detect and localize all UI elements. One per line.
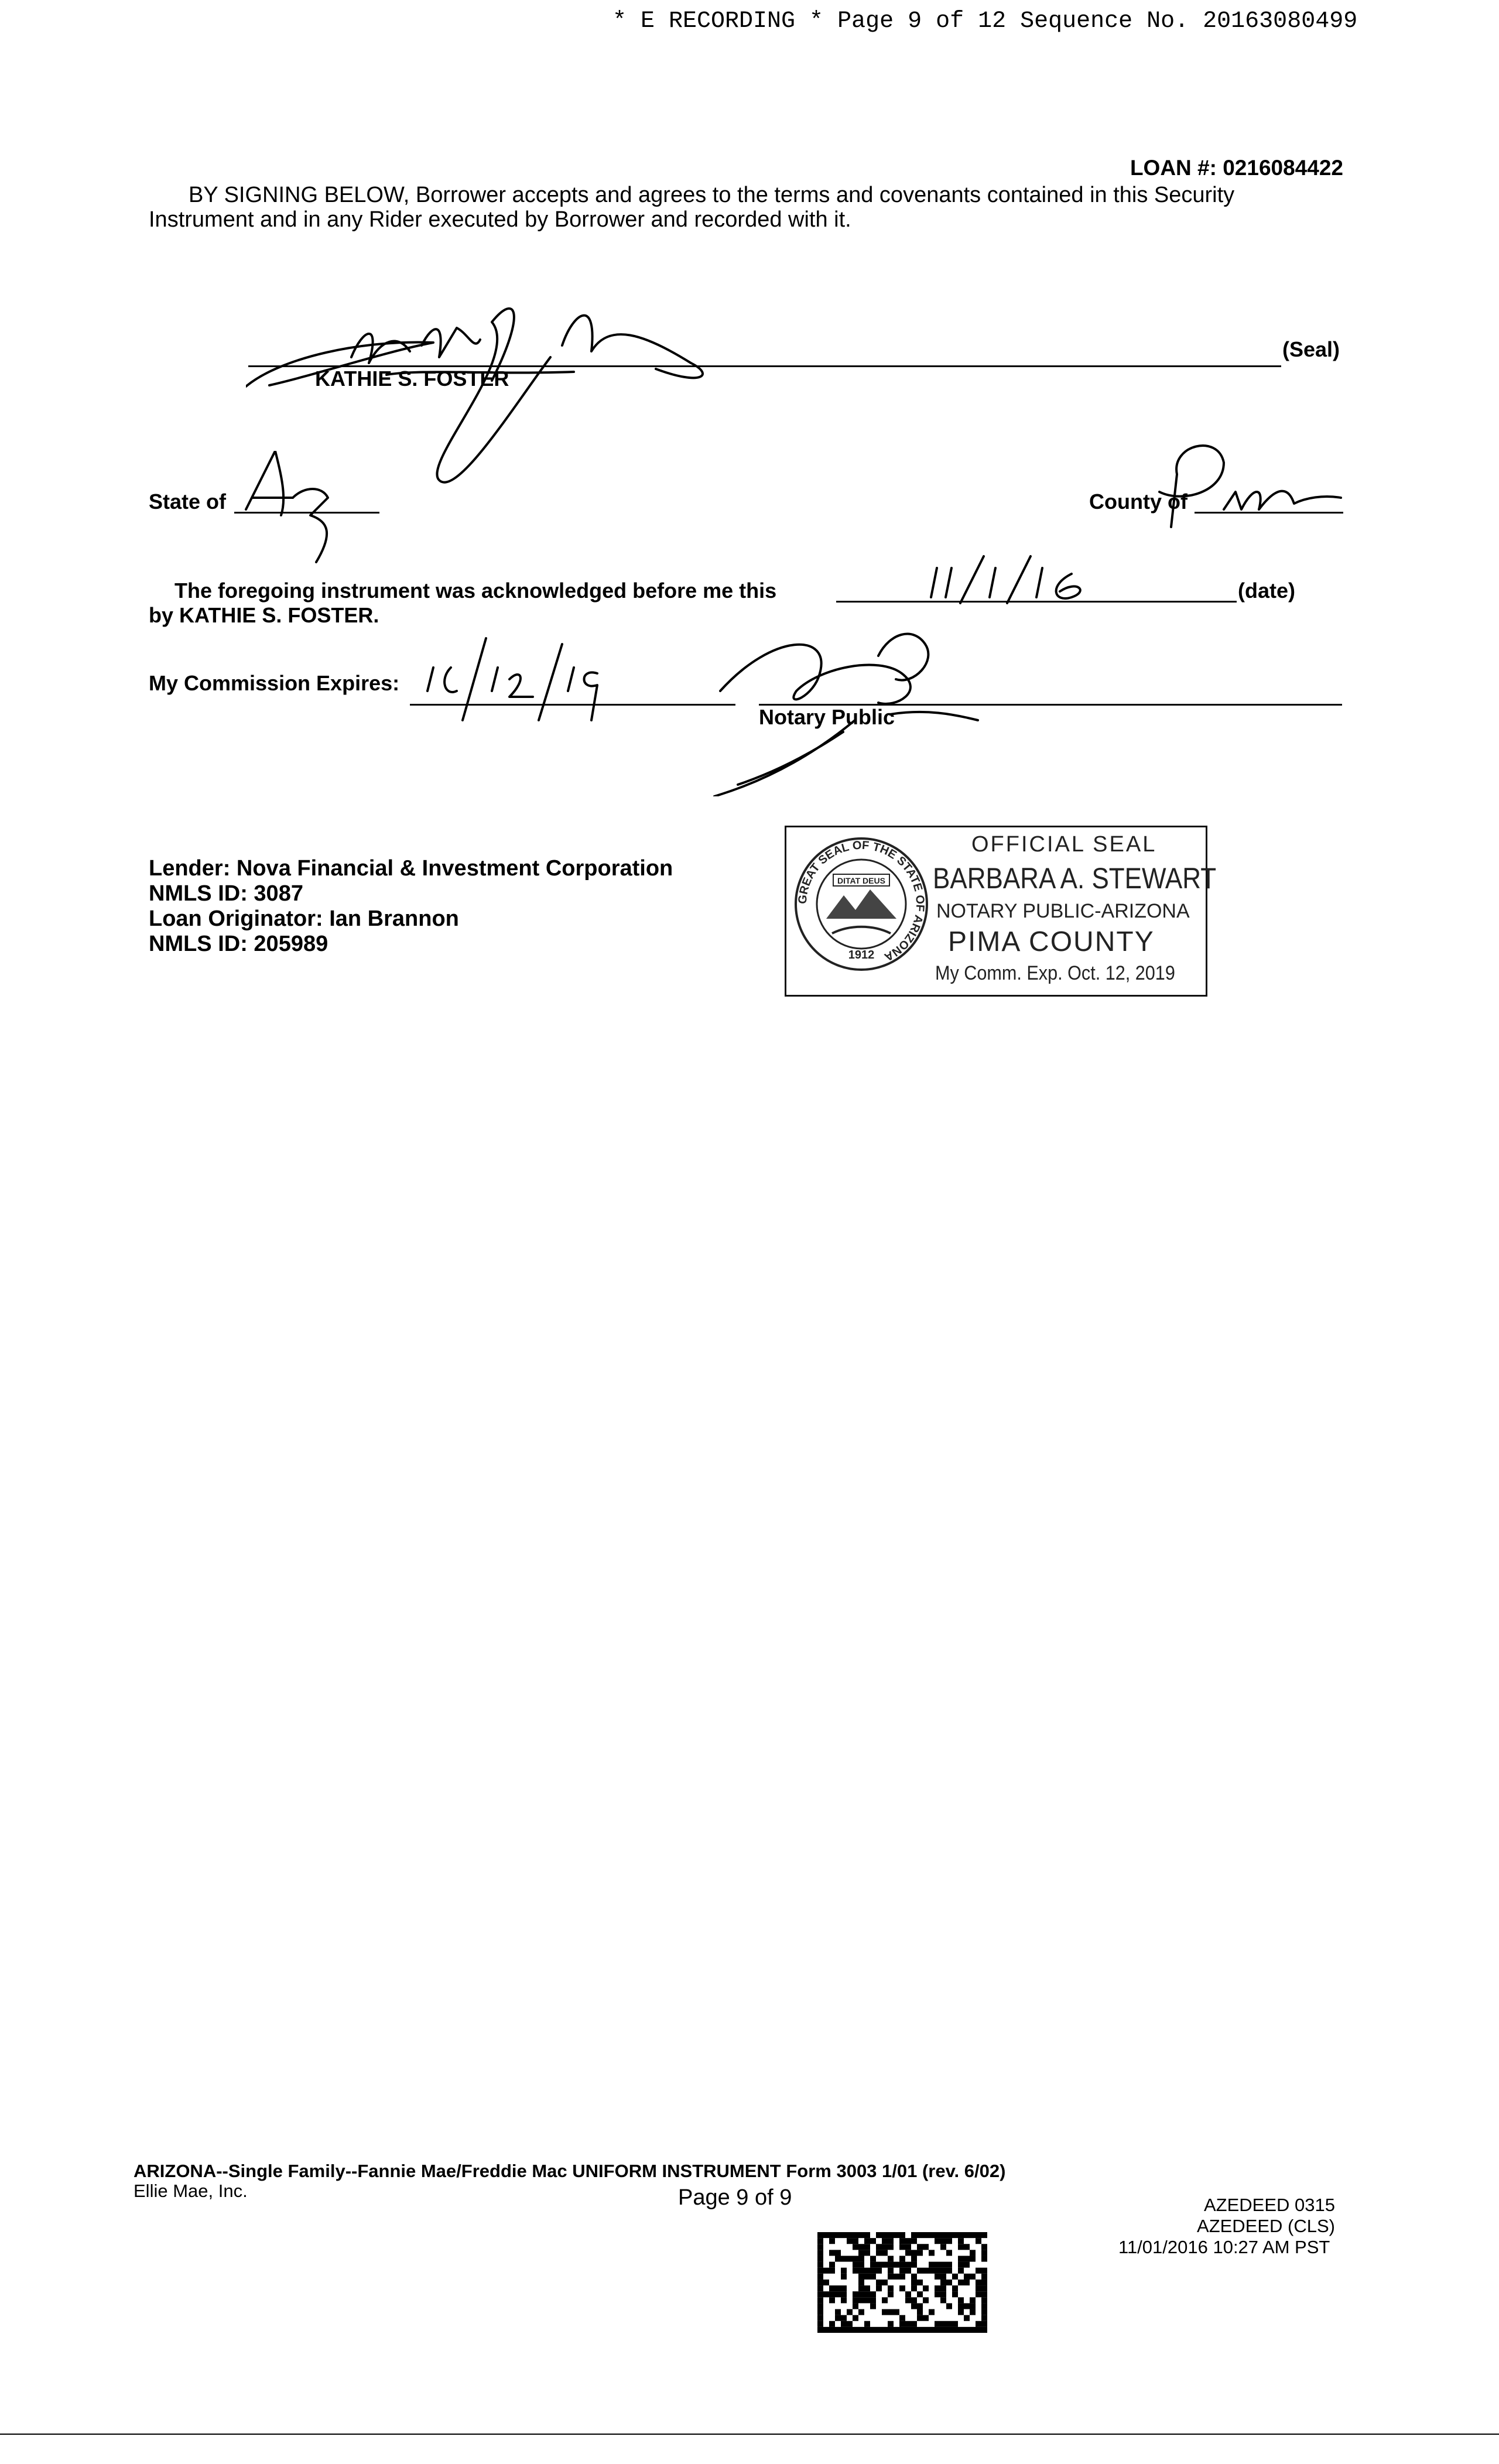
footer-timestamp: 11/01/2016 10:27 AM PST: [1118, 2237, 1330, 2257]
county-label: County of: [1089, 490, 1187, 514]
foregoing-text: The foregoing instrument was acknowledged before me this: [174, 579, 777, 603]
state-label: State of: [149, 490, 227, 514]
form-line: ARIZONA--Single Family--Fannie Mae/Freddie Mac UNIFORM INSTRUMENT Form 3003 1/01 (rev. 6/02): [134, 2161, 1006, 2181]
seal-label: (Seal): [1282, 337, 1340, 361]
notary-label: Notary Public: [759, 705, 895, 729]
intro-line-2: Instrument and in any Rider executed by Borrower and recorded with it.: [149, 207, 851, 232]
commission-label: My Commission Expires:: [149, 671, 400, 695]
loan-number: LOAN #: 0216084422: [1130, 156, 1343, 180]
seal-county: PIMA COUNTY: [948, 926, 1155, 957]
barcode-icon: [817, 2232, 987, 2333]
loan-originator: Loan Originator: Ian Brannon: [149, 906, 459, 931]
seal-motto: DITAT DEUS: [837, 876, 885, 885]
seal-year: 1912: [848, 949, 875, 961]
seal-notary-name: BARBARA A. STEWART: [933, 862, 1217, 895]
originator-nmls: NMLS ID: 205989: [149, 932, 328, 956]
date-label: (date): [1238, 579, 1295, 603]
state-handwriting: [240, 451, 357, 568]
intro-line-1: BY SIGNING BELOW, Borrower accepts and agrees to the terms and covenants contained in this Security: [189, 183, 1235, 207]
recording-header: * E RECORDING * Page 9 of 12 Sequence No. 20163080499: [612, 8, 1358, 35]
seal-expiry: My Comm. Exp. Oct. 12, 2019: [935, 962, 1175, 984]
seal-role: NOTARY PUBLIC-ARIZONA: [936, 900, 1190, 922]
lender-nmls: NMLS ID: 3087: [149, 881, 303, 906]
bottom-rule: [0, 2434, 1499, 2435]
arizona-state-seal-icon: [791, 831, 932, 977]
form-code-2: AZEDEED (CLS): [1197, 2216, 1335, 2236]
commission-handwriting: [422, 632, 621, 732]
signature-line: [248, 365, 1281, 367]
date-handwriting: [919, 550, 1113, 609]
page-number: Page 9 of 9: [678, 2185, 792, 2210]
vendor: Ellie Mae, Inc.: [134, 2181, 248, 2201]
seal-ring-text: GREAT SEAL OF THE STATE OF ARIZONA: [796, 839, 927, 964]
seal-title: OFFICIAL SEAL: [971, 832, 1157, 857]
county-handwriting: [1136, 433, 1347, 533]
borrower-name: KATHIE S. FOSTER: [315, 367, 509, 391]
lender-name: Lender: Nova Financial & Investment Corporation: [149, 856, 673, 881]
form-code-1: AZEDEED 0315: [1204, 2195, 1335, 2215]
acknowledged-by: by KATHIE S. FOSTER.: [149, 603, 379, 627]
notary-stamp: [785, 826, 1217, 997]
